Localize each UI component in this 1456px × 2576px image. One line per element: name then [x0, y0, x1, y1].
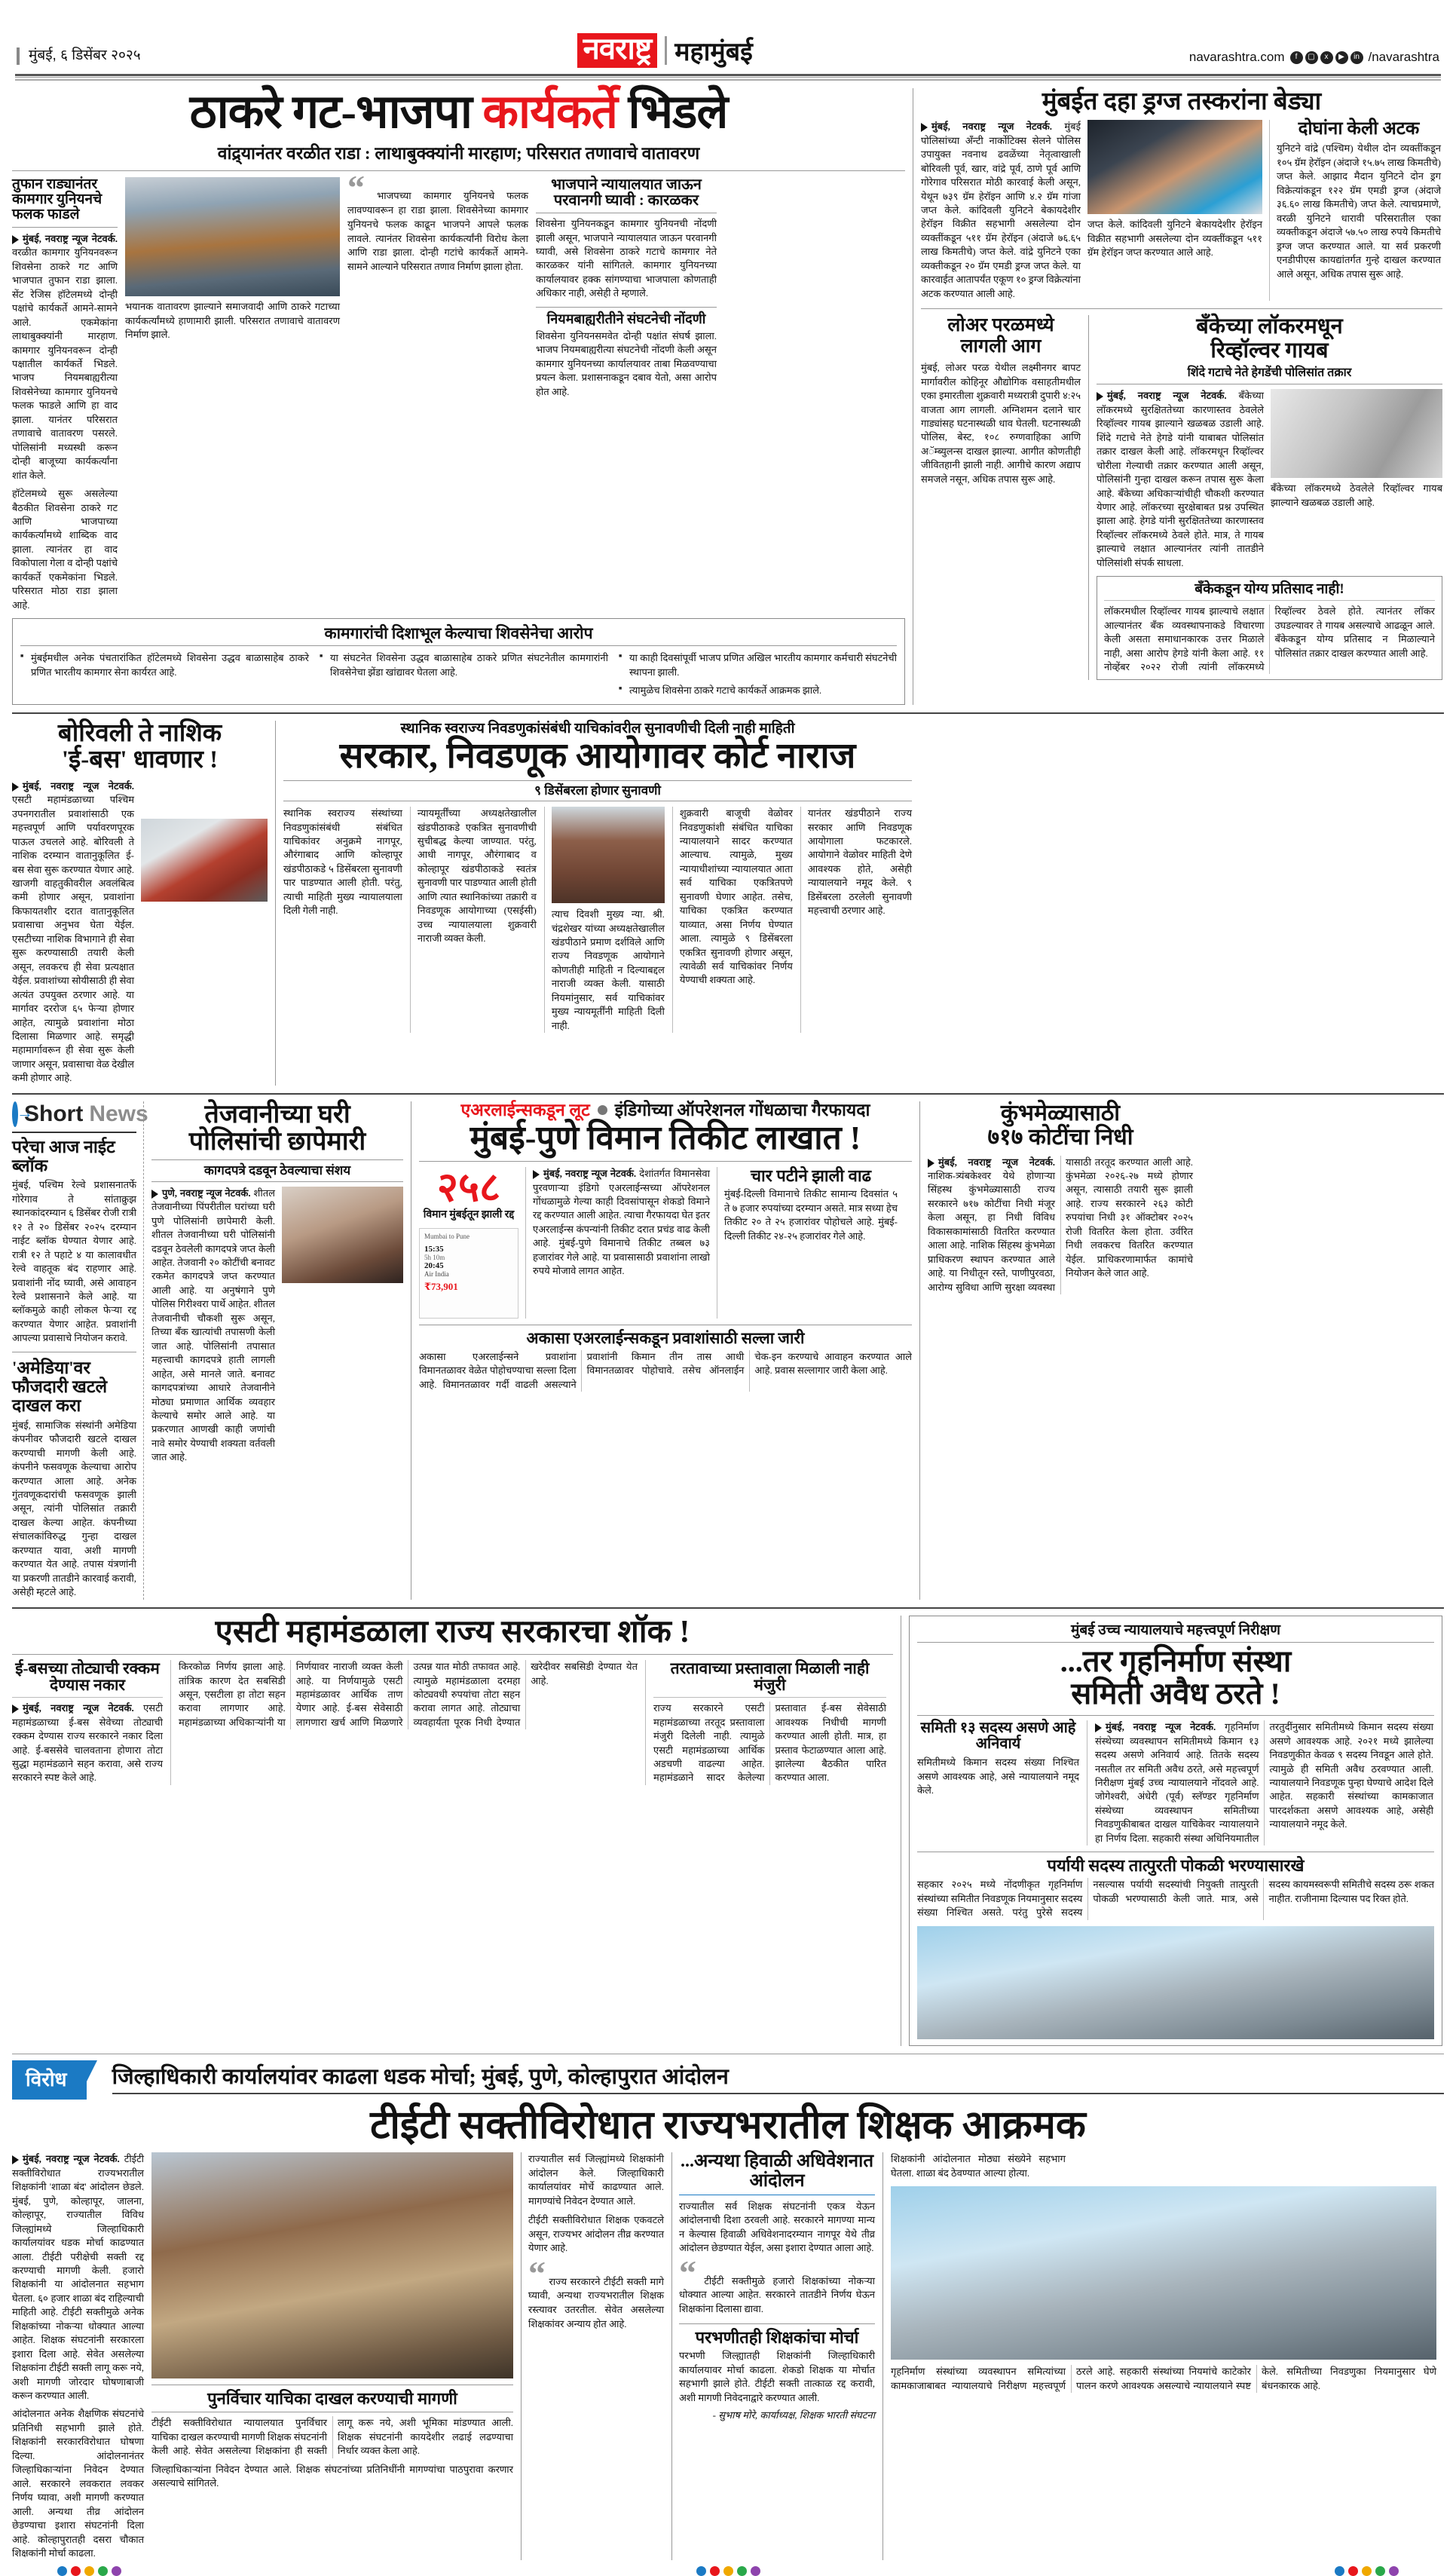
- allegation-bullet-2: ■ या संघटनेत शिवसेना उद्धव बाळासाहेब ठाकरे प्रणित संघटनेतील कामगारांनी शिवसेनेचा झेंडा खांद्यावर घेतला आहे.: [320, 651, 608, 697]
- kumbh-byline: मुंबई, नवराष्ट्र न्यूज नेटवर्क.: [938, 1156, 1055, 1168]
- fire-headline-l1: लोअर परळमध्ये: [947, 315, 1054, 336]
- short-news-body-1: मुंबई, पश्चिम रेल्वे प्रशासनातर्फे गोरेगाव ते सांताक्रुझ स्थानकांदरम्यान ६ डिसेंबर रोजी रात्री १२ ते २० डिसेंबर २०२५ दरम्यान नाईट ब्लॉक घेण्यात येणार आहे. रात्री १२ ते पहाटे ४ या कालावधीत रेल्वे वाहतूक बंद राहणार आहे. प्रवाशांनी नोंद घ्यावी, असे आवाहन रेल्वे प्रशासनाने केले आहे. या ब्लॉकमुळे काही लोकल फेऱ्या रद्द करण्यात येणार आहेत. प्रवाशांनी आपल्या प्रवासाचे नियोजन करावे.: [12, 1179, 136, 1344]
- tejwani-headline-l1: तेजवानीच्या घरी: [204, 1100, 350, 1129]
- tejwani-photo: [282, 1187, 403, 1283]
- housing-body: [1095, 1720, 1433, 1845]
- court-body-3: त्याच दिवशी मुख्य न्या. श्री. चंद्रशेखर यांच्या अध्यक्षतेखालील खंडपीठाने प्रमाण दर्शविले आणि राज्य निवडणूक आयोगाने कोणतीही माहिती न दिल्याबद्दल नाराजी व्यक्त केली. यासाठी नियमांनुसार, सर्व याचिकांवर मुख्य न्यायमूर्तींनी माहिती दिली नाही.: [551, 908, 665, 1031]
- shivsena-allegation-box: [12, 618, 905, 704]
- short-news-rule: [12, 1132, 136, 1133]
- drugs-body-text: मुंबई पोलिसांच्या अँन्टी नार्कोटिक्स सेलने पोलिस उपायुक्त नवनाथ ढवळेंच्या नेतृत्वाखाली बोरिवली पूर्व, खार, वांद्रे पूर्व, ठाणे पूर्व आणि गोरेगाव परिसरात मोठी कारवाई केली असून, येथून ७३९ ग्रॅम हेरॉइन आणि ४.२ ग्रॅम गांजा जप्त केले. कांदिवली युनिटने बेकायदेशीर हेरॉइन विक्रीत सहभागी असलेल्या दोन व्यक्तींकडून ५११ ग्रॅम हेरॉइन (अंदाजे ७६.६५ लाख किमतीचे) जप्त केले. वांद्रे युनिटने एका व्यक्तीकडून २० ग्रॅम एमडी ड्रग्ज जप्त केले. या कारवाईत आतापर्यंत एकूण १० ड्रग्ज विक्रेत्यांना अटक करण्यात आली आहे.: [921, 121, 1081, 299]
- dot-blue: [57, 2566, 67, 2576]
- publication-date: मुंबई, ६ डिसेंबर २०२५: [17, 47, 141, 65]
- bullet-triangle-icon: [1095, 1723, 1102, 1732]
- social-handle[interactable]: /navarashtra: [1368, 50, 1439, 64]
- teacher-body-text: टीईटी सक्तीविरोधात राज्यभरातील शिक्षकांनी 'शाळा बंद' आंदोलन छेडले. मुंबई, पुणे, कोल्हापूर, जालना, कोल्हापूर, राज्यातील विविध जिल्ह्यांमध्ये जिल्हाधिकारी कार्यालयांवर धडक मोर्चा काढण्यात आला. टीईटी परीक्षेची सक्ती रद्द करण्याची मागणी केली. हजारो शिक्षकांनी या आंदोलनात सहभाग घेतला. ६० हजार शाळा बंद राहिल्याची माहिती आहे. टीईटी सक्तीमुळे अनेक शिक्षकांच्या नोकऱ्या धोक्यात आल्या आहेत. शिक्षक संघटनांनी सरकारला इशारा दिला आहे. सेवेत असलेल्या शिक्षकांना टीईटी सक्ती लागू करू नये, अशी मागणी जोरदार घोषणाबाजी करून करण्यात आली.: [12, 2153, 144, 2402]
- kumbh-body: [928, 1156, 1193, 1295]
- dotset-mid: [696, 2566, 760, 2576]
- bullet-dot-icon: [598, 1105, 607, 1115]
- dot-blue: [696, 2566, 706, 2576]
- bullet-triangle-icon: [12, 783, 19, 792]
- short-news-title-2: News: [89, 1101, 148, 1126]
- bjp-court-headline: भाजपाने न्यायालयात जाऊन परवानगी घ्यावी : कारळकर: [536, 177, 717, 213]
- bank-body-text: बँकेच्या लॉकरमध्ये सुरक्षिततेच्या कारणास्तव ठेवलेले रिव्हॉल्वर गायब झाल्याने खळबळ उडाली आहे. शिंदे गटाचे नेते हेगडे यांनी याबाबत पोलिसांत तक्रार दाखल केली आहे. लॉकरमधून रिव्हॉल्वर चोरीला गेल्याची तक्रार करण्यात आली असून, पोलिसांनी गुन्हा दाखल करून तपास सुरू केला आहे. बँकेच्या अधिकाऱ्यांचीही चौकशी करण्यात येणार आहे. लॉकरच्या सुरक्षेबाबत प्रश्न उपस्थित झाला आहे. हेगडे यांनी सुरक्षिततेच्या कारणास्तव रिव्हॉल्वर लॉकरमध्ये ठेवले होते. मात्र, ते गायब झाल्याचे लक्षात आल्यानंतर त्यांनी तातडीने पोलिसांशी संपर्क साधला.: [1097, 390, 1264, 568]
- social-icons: [1290, 51, 1363, 64]
- bullet-triangle-icon: [12, 1705, 19, 1714]
- bottom-right-caption: गृहनिर्माण संस्थांच्या व्यवस्थापन समित्यांच्या कामकाजाबाबत न्यायालयाचे निरीक्षण महत्त्वपूर्ण ठरले आहे. सहकारी संस्थांच्या नियमांचे काटेकोर पालन करणे आवश्यक असल्याचे न्यायालयाने स्पष्ट केले. समितीच्या निवडणुका नियमानुसार घेणे बंधनकारक आहे.: [891, 2366, 1436, 2391]
- housing-body-text: गृहनिर्माण संस्थेच्या व्यवस्थापन समितीमध्ये किमान १३ सदस्य असणे अनिवार्य आहे. तितके सदस्य नसतील तर समिती अवैध ठरते, असे महत्त्वपूर्ण निरीक्षण मुंबई उच्च न्यायालयाने नोंदवले आहे. जोगेश्वरी, अंधेरी (पूर्व) स्लॅण्डर गृहनिर्माण संस्थेच्या व्यवस्थापन समितीच्या निवडणुकीबाबत दाखल याचिकेवर न्यायालयाने हा निर्णय दिला. सहकारी संस्था अधिनियमातील तरतुदींनुसार समितीमध्ये किमान सदस्य संख्या असणे आवश्यक आहे. २०२१ मध्ये झालेल्या निवडणुकीत केवळ ९ सदस्य निवडून आले होते. त्यामुळे ही समिती अवैध ठरवण्यात आली. न्यायालयाने निवडणूक पुन्हा घेण्याचे आदेश दिले आहेत. सहकारी संस्थांच्या कामकाजात पारदर्शकता असणे आवश्यक आहे, असेही न्यायालयाने नमूद केले.: [1095, 1721, 1433, 1844]
- dot-purple: [1389, 2566, 1399, 2576]
- court-subnote: ९ डिसेंबरला होणार सुनावणी: [283, 780, 912, 801]
- kumbh-headline-l2: ७१७ कोटींचा निधी: [987, 1125, 1133, 1150]
- st-right-headline: तरतावाच्या प्रस्तावाला मिळाली नाही मंजुरी: [653, 1660, 886, 1698]
- housing-byline: मुंबई, नवराष्ट्र न्यूज नेटवर्क.: [1106, 1721, 1216, 1733]
- flight-text-col: [525, 1167, 710, 1319]
- drugs-photo-col: [1087, 120, 1262, 301]
- tejwani-kicker: कागदपत्रे दडवून ठेवल्याचा संशय: [151, 1159, 403, 1182]
- teacher-col-3: [521, 2152, 664, 2560]
- st-col-mid: [170, 1660, 638, 1785]
- teacher-photo: [151, 2152, 513, 2378]
- st-sub-left-headline: ई-बसच्या तोट्याची रक्कम देण्यास नकार: [12, 1660, 163, 1698]
- ticket-time-dep: 15:35: [424, 1244, 444, 1254]
- bank-kicker: शिंदे गटाचे नेते हेगडेंची पोलिसांत तक्रार: [1097, 366, 1442, 384]
- court-col-3: [544, 807, 665, 1033]
- teacher-sub3-body: परभणी जिल्ह्यातही शिक्षकांनी जिल्हाधिकारी कार्यालयावर मोर्चा काढला. शेकडो शिक्षक या मोर्चात सहभागी झाले होते. टीईटी सक्ती तात्काळ रद्द करावी, अशी मागणी निवेदनाद्वारे करण्यात आली.: [679, 2350, 875, 2403]
- teacher-sub3-headline: परभणीतही शिक्षकांचा मोर्चा: [679, 2323, 875, 2346]
- teacher-quote-2-text: टीईटी सक्तीमुळे हजारो शिक्षकांच्या नोकऱ्या धोक्यात आल्या आहेत. सरकारने तातडीने निर्णय घेऊन शिक्षकांना दिलासा द्यावा.: [679, 2274, 875, 2315]
- dot-yellow: [1362, 2566, 1372, 2576]
- ticket-duration: 5h 10m: [424, 1253, 445, 1261]
- protest-badge: विरोध: [12, 2060, 87, 2100]
- lead-quote-text: भाजपच्या कामगार युनियनचे फलक लावण्यावरून हा राडा झाला. शिवसेनेच्या कामगार युनियनचे फलक काढून भाजपने आपले फलक लावले. त्यानंतर शिवसेना कार्यकर्त्यांनी विरोध केला आणि राडा झाला. दोन्ही गटांचे कार्यकर्ते आमने-सामने आल्याने परिसरात तणाव निर्माण झाला होता.: [347, 190, 528, 273]
- teacher-quote-2: [679, 2253, 875, 2317]
- allegation-bullet-1: ■ मुंबईमधील अनेक पंचतारांकित हॉटेलमध्ये शिवसेना उद्धव बाळासाहेब ठाकरे प्रणित भारतीय कामगार सेना कार्यरत आहे.: [20, 651, 309, 697]
- teacher-sub1-headline: ...अन्यथा हिवाळी अधिवेशनात आंदोलन: [679, 2152, 875, 2195]
- flight-kicker-red: एअरलाईन्सकडून लूट: [460, 1100, 590, 1120]
- lead-photo-col: [125, 177, 340, 612]
- court-body-4: शुक्रवारी बाजूची वेळोवर निवडणुकांशी संबंधित याचिका न्यायालयाने सादर करण्यात आल्याच. त्यामुळे, मुख्य न्यायाधीशांच्या न्यायालयात आता सर्व याचिका एकत्रितपणे सुनावणी घेणार आहेत. तसेच, याचिका एकत्रित करण्यात याव्यात, असा निर्णय घेण्यात आला. त्यामुळे ९ डिसेंबरला एकत्रित सुनावणी होणार असून, त्यावेळी सर्व याचिकांवर निर्णय येण्याची शक्यता आहे.: [679, 807, 793, 986]
- housing-headline: [917, 1646, 1434, 1710]
- kumbh-headline-l1: कुंभमेळ्यासाठी: [1000, 1100, 1121, 1126]
- tejwani-headline: [151, 1101, 403, 1156]
- ticket-time-arr: 20:45: [424, 1260, 444, 1270]
- bank-photo-col: [1271, 389, 1442, 570]
- right-rail-spacer: [919, 721, 1444, 1086]
- masthead-logo: [577, 33, 753, 68]
- st-shock-story: [12, 1616, 901, 2046]
- bjp-court-body: शिवसेना युनियनकडून कामगार युनियनची नोंदणी झाली असून, भाजपाने न्यायालयात जाऊन परवानगी घ्यावी, असे शिवसेना ठाकरे गटाचे कामगार नेते कारळकर यांनी सांगितले. कामगार युनियनच्या कार्यालयावर हक्क सांगण्याचा भाजपाला कोणताही अधिकार नाही, असेही ते म्हणाले.: [536, 218, 717, 299]
- lead-photo: [125, 177, 340, 296]
- bank-byline: मुंबई, नवराष्ट्र न्यूज नेटवर्क.: [1107, 390, 1227, 402]
- dot-red: [710, 2566, 720, 2576]
- ebus-text-col: [12, 780, 134, 1086]
- housing-photo: [917, 1926, 1434, 2039]
- lead-body-2: हॉटेलमध्ये सुरू असलेल्या बैठकीत शिवसेना ठाकरे गट आणि भाजपाच्या कार्यकर्त्यांमध्ये शाब्दिक वाद झाला. त्यानंतर हा वाद विकोपाला गेला व दोन्ही पक्षांचे कार्यकर्ते एकमेकांना भिडले. परिसरात मोठा राडा झाला आहे.: [12, 488, 118, 611]
- lead-subhead: वांद्र्यानंतर वरळीत राडा : लाथाबुक्क्यांनी मारहाण; परिसरात तणावाचे वातावरण: [12, 140, 905, 171]
- ebus-headline-l2: 'ई-बस' धावणार !: [61, 746, 219, 774]
- lead-sidebar-title: तुफान राड्यानंतर कामगार युनियनचे फलक फाडले: [12, 177, 118, 228]
- short-news-headline-2: 'अमेडिया'वर फौजदारी खटले दाखल करा: [12, 1358, 108, 1416]
- dot-green: [98, 2566, 108, 2576]
- lead-col-a: [12, 177, 118, 612]
- court-case-story: [275, 721, 912, 1086]
- short-news-headline-1: परेचा आज नाईट ब्लॉक: [12, 1137, 115, 1176]
- housing-sub2-body: सहकार २०२५ मध्ये नोंदणीकृत गृहनिर्माण संस्थांच्या समितीत निवडणूक नियमानुसार सदस्य संख्या निश्चित असते. परंतु पुरेसे सदस्य नसल्यास पर्यायी सदस्यांची नियुक्ती तात्पुरती पोकळी भरण्यासाठी केली जाते. मात्र, असे सदस्य कायमस्वरूपी समितीचे सदस्य ठरू शकत नाहीत. राजीनामा दिल्यास पद रिक्त होते.: [917, 1879, 1434, 1919]
- dot-yellow: [84, 2566, 94, 2576]
- drugs-col-1: [921, 120, 1081, 301]
- union-reg-body: शिवसेना युनियनसमवेत दोन्ही पक्षांत संघर्ष झाला. भाजप नियमबाह्यरीत्या संघटनेची नोंदणी केली असून कामगार युनियनच्या कार्यालयावर ताबा मिळवण्याचा प्रयत्न केला. प्रशासनाकडून दबाव येतो, असा आरोप होत आहे.: [536, 329, 717, 397]
- masthead-rule-2: [15, 79, 1441, 81]
- arrow-circle-icon: [12, 1101, 18, 1127]
- masthead: [12, 11, 1444, 69]
- bank-photo-caption: बँकेच्या लॉकरमध्ये ठेवलेले रिव्हॉल्वर गायब झाल्याने खळबळ उडाली आहे.: [1271, 482, 1442, 508]
- lead-headline-highlight: कार्यकर्ते: [482, 87, 617, 138]
- fire-headline-l2: लागली आग: [960, 335, 1042, 357]
- quote-open-icon: “: [528, 2253, 546, 2293]
- teacher-col-4: [671, 2152, 875, 2560]
- flight-sub-headline: चार पटीने झाली वाढ: [751, 1166, 871, 1186]
- housing-sub2: [917, 1852, 1434, 1919]
- ticket-price: ₹73,901: [424, 1280, 458, 1292]
- lead-quote: [347, 168, 528, 274]
- kumbh-story: [928, 1101, 1193, 1600]
- court-col-2: [410, 807, 537, 1033]
- bullet-triangle-icon: [12, 2155, 19, 2164]
- union-reg-headline: नियमबाह्यरीतीने संघटनेची नोंदणी: [536, 307, 717, 326]
- dot-yellow: [723, 2566, 733, 2576]
- court-body-2: न्यायमूर्तींच्या अध्यक्षतेखालील खंडपीठाकडे एकत्रित सुनावणीची सुचीबद्ध केल्या जाण्यात. परंतु, आधी नागपूर, औरंगाबाद व कोल्हापूर खंडपीठाकडे स्वतंत्र सुनावणी पार पाडण्यात आली होती आणि त्यात स्थानिकांच्या तक्रारी व निवडणूक आयोगाच्या (एसईसी) उच्च न्यायालयाला शुक्रवारी नाराजी व्यक्त केली.: [417, 807, 537, 945]
- x-twitter-icon[interactable]: x: [1320, 51, 1333, 64]
- st-sub-left-body: [12, 1702, 163, 1785]
- drugs-headline: मुंबईत दहा ड्रग्ज तस्करांना बेड्या: [1042, 88, 1322, 115]
- bank-body: [1097, 389, 1264, 570]
- teacher-quote-1-text: राज्य सरकारने टीईटी सक्ती मागे घ्यावी, अन्यथा राज्यभरातील शिक्षक रस्त्यावर उतरतील. सेवेत असलेल्या शिक्षकांवर अन्याय होत आहे.: [528, 2275, 664, 2330]
- teacher-photo-col: [151, 2152, 513, 2560]
- ticket-airline: Air India: [424, 1270, 449, 1278]
- drugs-photo-caption: जप्त केले. कांदिवली युनिटने बेकायदेशीर हेरॉइन विक्रीत सहभागी असलेल्या दोन व्यक्तींकडून ५११ ग्रॅम हेरॉइन जप्त करण्यात आले आहे.: [1087, 219, 1262, 259]
- court-col-5: [800, 807, 912, 1033]
- bottom-right-photo: [891, 2186, 1436, 2360]
- quote-open-icon: “: [347, 168, 365, 207]
- court-body-1: [283, 807, 402, 918]
- flight-byline: मुंबई, नवराष्ट्र न्यूज नेटवर्क.: [543, 1168, 637, 1180]
- flight-sub-col: [717, 1167, 898, 1319]
- dotset-right: [1335, 2566, 1399, 2576]
- st-byline: मुंबई, नवराष्ट्र न्यूज नेटवर्क.: [23, 1702, 134, 1714]
- short-news-header: [12, 1101, 148, 1127]
- protest-banner: [12, 2054, 1444, 2100]
- ebus-body: [12, 780, 134, 1086]
- bank-locker-story: [1088, 315, 1442, 680]
- teacher-bottom-bullet-3: शिक्षकांनी आंदोलनात मोठ्या संख्येने सहभाग घेतला. शाळा बंद ठेवण्यात आल्या होत्या.: [891, 2153, 1066, 2179]
- advisory-headline: अकासा एअरलाईन्सकडून प्रवाशांसाठी सल्ला जारी: [526, 1328, 805, 1347]
- instagram-icon[interactable]: ▢: [1305, 51, 1318, 64]
- flight-sub-body: मुंबई-दिल्ली विमानाचे तिकीट सामान्य दिवसांत ५ ते ७ हजार रुपयांच्या दरम्यान असते. मात्र सध्या हेच तिकीट २० ते २५ हजारांवर पोहोचले आहे. मुंबई-दिल्ली तिकीट २४-२५ हजारांवर गेले आहे.: [724, 1188, 898, 1242]
- lead-story: [12, 88, 905, 705]
- ticket-card: [419, 1228, 518, 1319]
- flight-bignum-col: [419, 1167, 518, 1319]
- masthead-rule: [15, 74, 1441, 78]
- logo-edition: महामुंबई: [674, 38, 753, 66]
- tejwani-body-text: शीतल तेजवानीच्या पिंपरीतील घरांच्या घरी पुणे पोलिसांनी छापेमारी केली. शीतल तेजवानीच्या घरी पोलिसांनी दडवून ठेवलेली कागदपत्रे जप्त केली आहेत. तेजवानी २० कोटींची बनावट रकमेत कागदपत्रे जप्त करण्यात आली आहे. या अनुषंगाने पुणे पोलिस गिरीश्वरा पार्थे आहेत. शीतल तेजवानीची चौकशी सुरू असून, तिच्या बँक खात्यांची तपासणी केली जात आहे. पोलिसांनी तपासात महत्त्वाची कागदपत्रे हाती लागली आहेत, असे मानले जाते. बनावट कागदपत्रांच्या आधारे तेजवानीने मोठ्या प्रमाणात आर्थिक व्यवहार केल्याचे समोर आले आहे. या प्रकरणात आणखी काही जणांची नावे समोर येण्याची शक्यता वर्तवली जात आहे.: [151, 1187, 275, 1463]
- st-col-1: [12, 1660, 163, 1785]
- kumbh-headline: [928, 1101, 1193, 1150]
- facebook-icon[interactable]: f: [1290, 51, 1303, 64]
- flight-headline: मुंबई-पुणे विमान तिकीट लाखात !: [470, 1119, 861, 1156]
- teacher-body-2: आंदोलनात अनेक शैक्षणिक संघटनांचे प्रतिनिधी सहभागी झाले होते. शिक्षकांनी सरकारविरोधात घोषणा दिल्या. आंदोलनानंतर जिल्हाधिकाऱ्यांना निवेदन देण्यात आले. सरकारने लवकरात लवकर निर्णय घ्यावा, अशी मागणी करण्यात आली. अन्यथा तीव्र आंदोलन छेडण्याचा इशारा संघटनांनी दिला आहे. कोल्हापुरातही दसरा चौकात शिक्षकांनी मोर्चा काढला.: [12, 2408, 144, 2559]
- bullet-triangle-icon: [928, 1159, 934, 1168]
- bottom-right-col: [882, 2152, 1436, 2560]
- teacher-sub1-body: राज्यातील सर्व शिक्षक संघटनांनी एकत्र येऊन आंदोलनाची दिशा ठरवली आहे. सरकारने मागण्या मान्य न केल्यास हिवाळी अधिवेशनादरम्यान नागपूर येथे तीव्र आंदोलन छेडण्यात येईल, असा इशारा देण्यात आला आहे.: [679, 2200, 875, 2254]
- bullet-triangle-icon: [533, 1170, 540, 1179]
- court-photo: [552, 807, 665, 903]
- ebus-headline-l1: बोरिवली ते नाशिक: [57, 719, 222, 747]
- ticket-route: Mumbai to Pune: [424, 1232, 470, 1240]
- short-news-column: [12, 1101, 148, 1600]
- court-kicker: स्थानिक स्वराज्य निवडणुकांसंबंधी याचिकांवरील सुनावणीची दिली नाही माहिती: [400, 720, 795, 737]
- allegation-headline: कामगारांची दिशाभूल केल्याचा शिवसेनेचा आरोप: [20, 625, 897, 646]
- short-news-item-1[interactable]: [12, 1138, 136, 1346]
- teacher-col3-text: राज्यातील सर्व जिल्ह्यांमध्ये शिक्षकांनी आंदोलन केले. जिल्हाधिकारी कार्यालयांवर मोर्चे काढण्यात आले. मागण्यांचे निवेदन देण्यात आले.: [528, 2153, 664, 2207]
- drugs-body-1: [921, 120, 1081, 301]
- short-news-body-2: मुंबई, सामाजिक संस्थांनी अमेडिया कंपनीवर फौजदारी खटले दाखल करण्याची मागणी केली आहे. कंपनीने फसवणूक केल्याचा आरोप करण्यात आला आहे. अनेक गुंतवणूकदारांची फसवणूक झाली असून, त्यांनी पोलिसांत तक्रारी दाखल केल्या आहेत. कंपनीच्या संचालकांविरुद्ध गुन्हा दाखल करण्यात यावा, अशी मागणी करण्यात येत आहे. तपास यंत्रणांनी या प्रकरणी तातडीने कारवाई करावी, असेही म्हटले आहे.: [12, 1419, 136, 1598]
- flight-cancelled-label: विमान मुंबईतून झाली रद्द: [423, 1209, 515, 1221]
- drugs-photo: [1087, 120, 1262, 214]
- bank-headline-l2: रिव्हॉल्वर गायब: [1210, 338, 1329, 363]
- logo-navarashtra: नवराष्ट्र: [577, 33, 658, 68]
- st-headline: एसटी महामंडळाला राज्य सरकारचा शॉक !: [215, 1614, 690, 1649]
- housing-story: [909, 1616, 1442, 2046]
- court-photo-col: [283, 807, 402, 1033]
- advisory-body: अकासा एअरलाईन्सने प्रवाशांना विमानतळावर वेळेत पोहोचण्याचा सल्ला दिला आहे. विमानतळावर गर्दी वाढली असल्याने प्रवाशांनी किमान तीन तास आधी विमानतळावर पोहोचावे. तसेच ऑनलाईन चेक-इन करण्याचे आवाहन करण्यात आले आहे. प्रवास सल्लागार जारी केला आहे.: [419, 1350, 912, 1390]
- flight-kicker-row: [419, 1101, 912, 1120]
- flight-body: [533, 1167, 710, 1279]
- dot-red: [71, 2566, 81, 2576]
- ebus-photo-col: [141, 780, 268, 1086]
- tejwani-story: [151, 1101, 411, 1600]
- bank-sub-body: लॉकरमधील रिव्हॉल्वर गायब झाल्याचे लक्षात आल्यानंतर बँक व्यवस्थापनाकडे विचारणा केली असता समाधानकारक उत्तर मिळाले नाही, असा आरोप हेगडे यांनी केला आहे. ११ नोव्हेंबर २०२२ रोजी त्यांनी लॉकरमध्ये रिव्हॉल्वर ठेवले होते. त्यानंतर लॉकर उघडल्यावर ते गायब असल्याचे आढळून आले. बँकेकडून योग्य प्रतिसाद न मिळाल्याने पोलिसांत तक्रार दाखल करण्यात आली आहे.: [1104, 605, 1435, 672]
- protest-banner-text: जिल्हाधिकारी कार्यालयांवर काढला धडक मोर्चा; मुंबई, पुणे, कोल्हापुरात आंदोलन: [112, 2066, 1444, 2094]
- housing-text-col: [1087, 1720, 1433, 1845]
- allegation-bullet-3: ■ या काही दिवसांपूर्वी भाजप प्रणित अखिल भारतीय कामगार कर्मचारी संघटनेची स्थापना झाली.: [619, 651, 897, 679]
- teacher-bottom-bullet-2: टीईटी सक्तीविरोधात शिक्षक एकवटले असून, राज्यभर आंदोलन तीव्र करण्यात येणार आहे.: [528, 2214, 664, 2254]
- court-headline: सरकार, निवडणूक आयोगावर कोर्ट नाराज: [339, 737, 856, 776]
- bullet-triangle-icon: [921, 123, 928, 132]
- lower-parel-fire: [921, 315, 1081, 680]
- st-right-body: राज्य सरकारने एसटी महामंडळाच्या तरतूद प्रस्तावाला मंजुरी दिलेली नाही. त्यामुळे एसटी महामंडळाच्या आर्थिक अडचणी वाढल्या आहेत. महामंडळाने सादर केलेल्या प्रस्तावात ई-बस सेवेसाठी आवश्यक निधीची मागणी करण्यात आली होती. मात्र, हा प्रस्ताव फेटाळण्यात आला आहे. झालेल्या बैठकीत पारित करण्यात आला.: [653, 1702, 886, 1784]
- teacher-text-col: [12, 2152, 144, 2560]
- ebus-body-text: एसटी महामंडळाच्या पश्चिम उपनगरातील प्रवाशांसाठी एक महत्त्वपूर्ण आणि पर्यावरणपूरक पाऊल उचलले आहे. बोरिवली ते नाशिक दरम्यान वातानुकूलित ई-बस सेवा सुरू करण्यात येणार आहे. खाजगी वाहतुकीवरील अवलंबित्व कमी होणार असून, प्रवाशांना किफायतशीर दरात वातानुकूलित प्रवासाचा अनुभव घेता येईल. एसटीच्या नाशिक विभागाने ही सेवा सुरू करण्यासाठी तयारी केली असून, लवकरच ही सेवा प्रत्यक्षात येईल. प्रवाशांच्या सोयीसाठी ही सेवा अत्यंत उपयुक्त ठरणार आहे. या मार्गावर दररोज ६५ फेऱ्या होणार आहेत, त्यामुळे प्रवाशांना मोठा दिलासा मिळणार आहे. समृद्धी महामार्गावरून ही सेवा सुरू केली जाणार असून, प्रवासाचा वेळ देखील कमी होणार आहे.: [12, 794, 134, 1084]
- housing-headline-l1: ...तर गृहनिर्माण संस्था: [1060, 1644, 1292, 1679]
- bank-sub-headline: बँकेकडून योग्य प्रतिसाद नाही!: [1104, 582, 1435, 601]
- teacher-sub2-body: टीईटी सक्तीविरोधात न्यायालयात पुनर्विचार याचिका दाखल करण्याची मागणी शिक्षक संघटनांनी केली आहे. सेवेत असलेल्या शिक्षकांना ही सक्ती लागू करू नये, अशी भूमिका मांडण्यात आली. शिक्षक संघटनांनी कायदेशीर लढाई लढण्याचा निर्धार व्यक्त केला आहे.: [151, 2417, 513, 2457]
- court-col-4: [672, 807, 793, 1033]
- ebus-headline: [12, 721, 268, 774]
- court-body-text-1: स्थानिक स्वराज्य संस्थांच्या निवडणुकांसंबंधी संबंधित याचिकांवर अनुक्रमे नागपूर, औरंगाबाद आणि कोल्हापूर खंडपीठाकडे ५ डिसेंबरला सुनावणी पार पाडण्यात आली होती. परंतु, त्याची माहिती मुख्य न्यायालयाला दिली गेली नाही.: [283, 807, 402, 917]
- flight-kicker-black: इंडिगोच्या ऑपरेशनल गोंधळाचा गैरफायदा: [614, 1100, 870, 1120]
- housing-kicker: मुंबई उच्च न्यायालयाचे महत्त्वपूर्ण निरीक्षण: [917, 1622, 1434, 1643]
- ebus-story: [12, 721, 268, 1086]
- drugs-story: [913, 88, 1442, 705]
- footer-color-dots: [12, 2560, 1444, 2576]
- dot-blue: [1335, 2566, 1344, 2576]
- lead-byline: मुंबई, नवराष्ट्र न्यूज नेटवर्क.: [23, 232, 118, 244]
- lead-photo-caption: भयानक वातावरण झाल्याने समाजवादी आणि ठाकरे गटाच्या कार्यकर्त्यांमध्ये हाणामारी झाली. परिसरात तणावाचे वातावरण निर्माण झाले.: [125, 301, 340, 340]
- bank-photo: [1271, 389, 1442, 478]
- tejwani-body: [151, 1187, 275, 1465]
- bank-headline: [1097, 315, 1442, 363]
- short-news-item-2[interactable]: [12, 1358, 136, 1600]
- st-col-right: [645, 1660, 886, 1785]
- ebus-photo: [141, 819, 268, 902]
- fire-headline: [921, 315, 1081, 357]
- flight-cancelled-count: २५८: [436, 1165, 501, 1211]
- drugs-byline: मुंबई, नवराष्ट्र न्यूज नेटवर्क.: [931, 121, 1052, 133]
- quote-open-icon: “: [679, 2253, 696, 2292]
- tejwani-text-col: [151, 1187, 275, 1465]
- housing-sub-note: समितीमध्ये किमान सदस्य संख्या निश्चित असणे आवश्यक आहे, असे न्यायालयाने नमूद केले.: [917, 1757, 1079, 1796]
- lead-headline-p2: भिडले: [617, 87, 728, 138]
- housing-sub-headline: समिती १३ सदस्य असणे आहे अनिवार्य: [920, 1720, 1076, 1753]
- lead-body-text-1: वरळीत कामगार युनियनवरून शिवसेना ठाकरे गट आणि भाजपात तुफान राडा झाला. सेंट रेजिस हॉटेलमध्ये दोन्ही पक्षांचे कार्यकर्ते आमने-सामने आले. एकमेकांना लाथाबुक्क्यांनी मारहाण. कामगार युनियनवरून दोन्ही पक्षातील कार्यकर्ते भिडले. भाजप नियमबाह्यरीत्या शिवसेनेच्या कामगार युनियनचे फलक फाडले आणि हा वाद झाला. यानंतर परिसरात तणावाचे वातावरण पसरले. पोलिसांनी मध्यस्थी करून दोन्ही बाजूच्या कार्यकर्त्यांना शांत केले.: [12, 247, 118, 481]
- website-url[interactable]: navarashtra.com: [1188, 50, 1285, 64]
- tejwani-byline: पुणे, नवराष्ट्र न्यूज नेटवर्क.: [162, 1187, 251, 1199]
- bullet-triangle-icon: [1097, 392, 1103, 401]
- badge-arrow-icon: [81, 2060, 97, 2094]
- short-news-title-1: Short: [24, 1101, 84, 1126]
- bank-sub-box: [1097, 576, 1442, 680]
- drugs-sub-body: युनिटने वांद्रे (पश्चिम) येथील दोन व्यक्तींकडून १०५ ग्रॅम हेरॉइन (अंदाजे १५.७५ लाख किमतीचे) जप्त केले. आझाद मैदान युनिटने दोन ड्रग विक्रेत्यांकडून १२२ ग्रॅम एमडी ड्रग्ज (अंदाजे ३६.६० लाख किमतीचे) जप्त केले. त्याचप्रमाणे, वरळी युनिटने धारावी परिसरातील एका व्यक्तीकडून अंदाजे ५७.५० लाख रुपये किमतीचे ड्रग्ज जप्त करण्यात आले. या सर्व प्रकरणी एनडीपीएस कायद्यांतर्गत गुन्हे दाखल करण्यात आले असून, अधिक तपास सुरू आहे.: [1277, 142, 1441, 280]
- dot-purple: [751, 2566, 760, 2576]
- bullet-triangle-icon: [12, 235, 19, 244]
- youtube-icon[interactable]: ▶: [1335, 51, 1348, 64]
- tejwani-photo-col: [282, 1187, 403, 1465]
- teacher-byline: मुंबई, नवराष्ट्र न्यूज नेटवर्क.: [23, 2153, 120, 2165]
- teacher-body: [12, 2152, 144, 2403]
- lead-headline: [12, 88, 905, 140]
- dot-red: [1348, 2566, 1358, 2576]
- lead-headline-p1: ठाकरे गट-भाजपा: [189, 87, 483, 138]
- dot-green: [1375, 2566, 1385, 2576]
- teacher-quote-1: [528, 2253, 664, 2332]
- dot-purple: [112, 2566, 121, 2576]
- flight-advisory: [419, 1325, 912, 1392]
- housing-sub-col: [917, 1720, 1079, 1845]
- allegation-bullet-4: ■ त्यामुळेच शिवसेना ठाकरे गटाचे कार्यकर्ते आक्रमक झाले.: [619, 684, 897, 697]
- teacher-bottom-bullet-1: जिल्हाधिकाऱ्यांना निवेदन देण्यात आले. शिक्षक संघटनांच्या प्रतिनिधींनी मागण्यांचा पाठपुरावा करणार असल्याचे सांगितले.: [151, 2463, 513, 2489]
- tejwani-headline-l2: पोलिसांची छापेमारी: [188, 1128, 366, 1156]
- fire-body: मुंबई, लोअर परळ येथील लक्ष्मीनगर बापट मार्गावरील कोहिनूर औद्योगिक वसाहतीमधील एका इमारतीला शुक्रवारी मध्यरात्री दुपारी ४:२५ वाजता आग लागली. अग्निशमन दलाने चार गाड्यांसह घटनास्थळी धाव घेतली. घटनास्थळी पोलिस, बेस्ट, १०८ रुग्णवाहिका आणि अॅम्ब्युलन्स दाखल झाल्या. आगीत कोणतीही जीवितहानी झाली नाही. आगीचे कारण अद्याप समजले नसून, अधिक तपास सुरू आहे.: [921, 362, 1081, 485]
- court-body-5: यानंतर खंडपीठाने राज्य सरकार आणि निवडणूक आयोगाला फटकारले. आयोगाने वेळोवर माहिती देणे आवश्यक होते, असेही न्यायालयाने नमूद केले. ९ डिसेंबरला ठरलेली सुनावणी महत्त्वाची ठरणार आहे.: [807, 807, 913, 917]
- st-mid-body: किरकोळ निर्णय झाला आहे. तांत्रिक कारण देत सबसिडी असून, एसटीला हा तोटा सहन करावा लागणार आहे. महामंडळाच्या अधिकाऱ्यांनी या निर्णयावर नाराजी व्यक्त केली आहे. या निर्णयामुळे एसटी महामंडळावर आर्थिक ताण येणार आहे. ई-बस सेवेसाठी लागणारा खर्च आणि मिळणारे उत्पन्न यात मोठी तफावत आहे. त्यामुळे महामंडळाला दरमहा कोट्यवधी रुपयांचा तोटा सहन करावा लागत आहे. तोट्याचा व्यवहार्यता पूरक निधी देण्यात खरेदीवर सबसिडी देण्यात येत आहे.: [179, 1661, 638, 1728]
- lead-body-1: [12, 232, 118, 482]
- bank-text-col: [1097, 389, 1264, 570]
- drugs-sub-headline: दोघांना केली अटक: [1298, 119, 1420, 139]
- flight-story: [419, 1101, 920, 1600]
- bullet-triangle-icon: [151, 1190, 158, 1199]
- masthead-web: [1189, 50, 1439, 65]
- housing-sub2-headline: पर्यायी सदस्य तात्पुरती पोकळी भरण्यासारखे: [1047, 1856, 1305, 1876]
- logo-divider: [665, 36, 667, 65]
- st-sub-left-text: एसटी महामंडळाच्या ई-बस सेवेच्या तोट्याची रक्कम देण्यास राज्य सरकारने नकार दिला आहे. ई-बससेवे चालवताना होणारा तोटा सुद्धा महामंडळाने सहन करावा, असे राज्य सरकारने स्पष्ट केले आहे.: [12, 1702, 163, 1784]
- teacher-headline: टीईटी सक्तीविरोधात राज्यभरातील शिक्षक आक्रमक: [370, 2103, 1086, 2147]
- teacher-sub2-headline: पुनर्विचार याचिका दाखल करण्याची मागणी: [151, 2385, 513, 2412]
- flight-body-text: देशांतर्गत विमानसेवा पुरवणाऱ्या इंडिगो एअरलाईन्सच्या ऑपरेशनल गोंधळामुळे गेल्या काही दिवसांपासून शेकडो विमाने रद्द करण्यात आली आहेत. त्याचा गैरफायदा घेत इतर एअरलाईन्स कंपन्यांनी तिकीट दरात प्रचंड वाढ केली आहे. मुंबई-पुणे विमानाचे तिकीट तब्बल ७३ हजारांवर गेले आहे. या प्रवासासाठी प्रवाशांना लाखो रुपये मोजावे लागत आहेत.: [533, 1168, 710, 1277]
- ebus-byline: मुंबई, नवराष्ट्र न्यूज नेटवर्क.: [23, 780, 134, 792]
- drugs-col-3: [1269, 120, 1441, 301]
- bank-headline-l1: बँकेच्या लॉकरमधून: [1196, 314, 1343, 339]
- lead-col-d: [536, 177, 717, 612]
- kumbh-body-text: नाशिक-त्र्यंबकेश्वर येथे होणाऱ्या सिंहस्थ कुंभमेळ्यासाठी राज्य सरकारने ७१७ कोटींचा निधी मंजूर केला असून, हा निधी विविध विकासकामांसाठी वितरित करण्यात आला आहे. नाशिक सिंहस्थ कुंभमेळा प्राधिकरण स्थापन करण्यात आले आहे. या निधीतून रस्ते, पाणीपुरवठा, आरोग्य सुविधा आणि सुरक्षा व्यवस्था यासाठी तरतूद करण्यात आली आहे. कुंभमेळा २०२६-२७ मध्ये होणार असून, त्यासाठी तयारी सुरू झाली आहे. राज्य सरकारने २६३ कोटी रुपयांचा निधी ३१ ऑक्टोबर २०२५ रोजी वितरित केला होता. उर्वरित निधी लवकरच वितरित करण्यात येईल. प्राधिकरणामार्फत कामांचे नियोजन केले जात आहे.: [928, 1156, 1193, 1293]
- teacher-quote-2-attr: - सुभाष मोरे, कार्याध्यक्ष, शिक्षक भारती संघटना: [712, 2409, 875, 2421]
- dot-green: [737, 2566, 747, 2576]
- linkedin-icon[interactable]: in: [1350, 51, 1363, 64]
- dotset-left: [57, 2566, 121, 2576]
- lead-quote-col: [347, 168, 528, 612]
- housing-headline-l2: समिती अवैध ठरते !: [1071, 1676, 1280, 1711]
